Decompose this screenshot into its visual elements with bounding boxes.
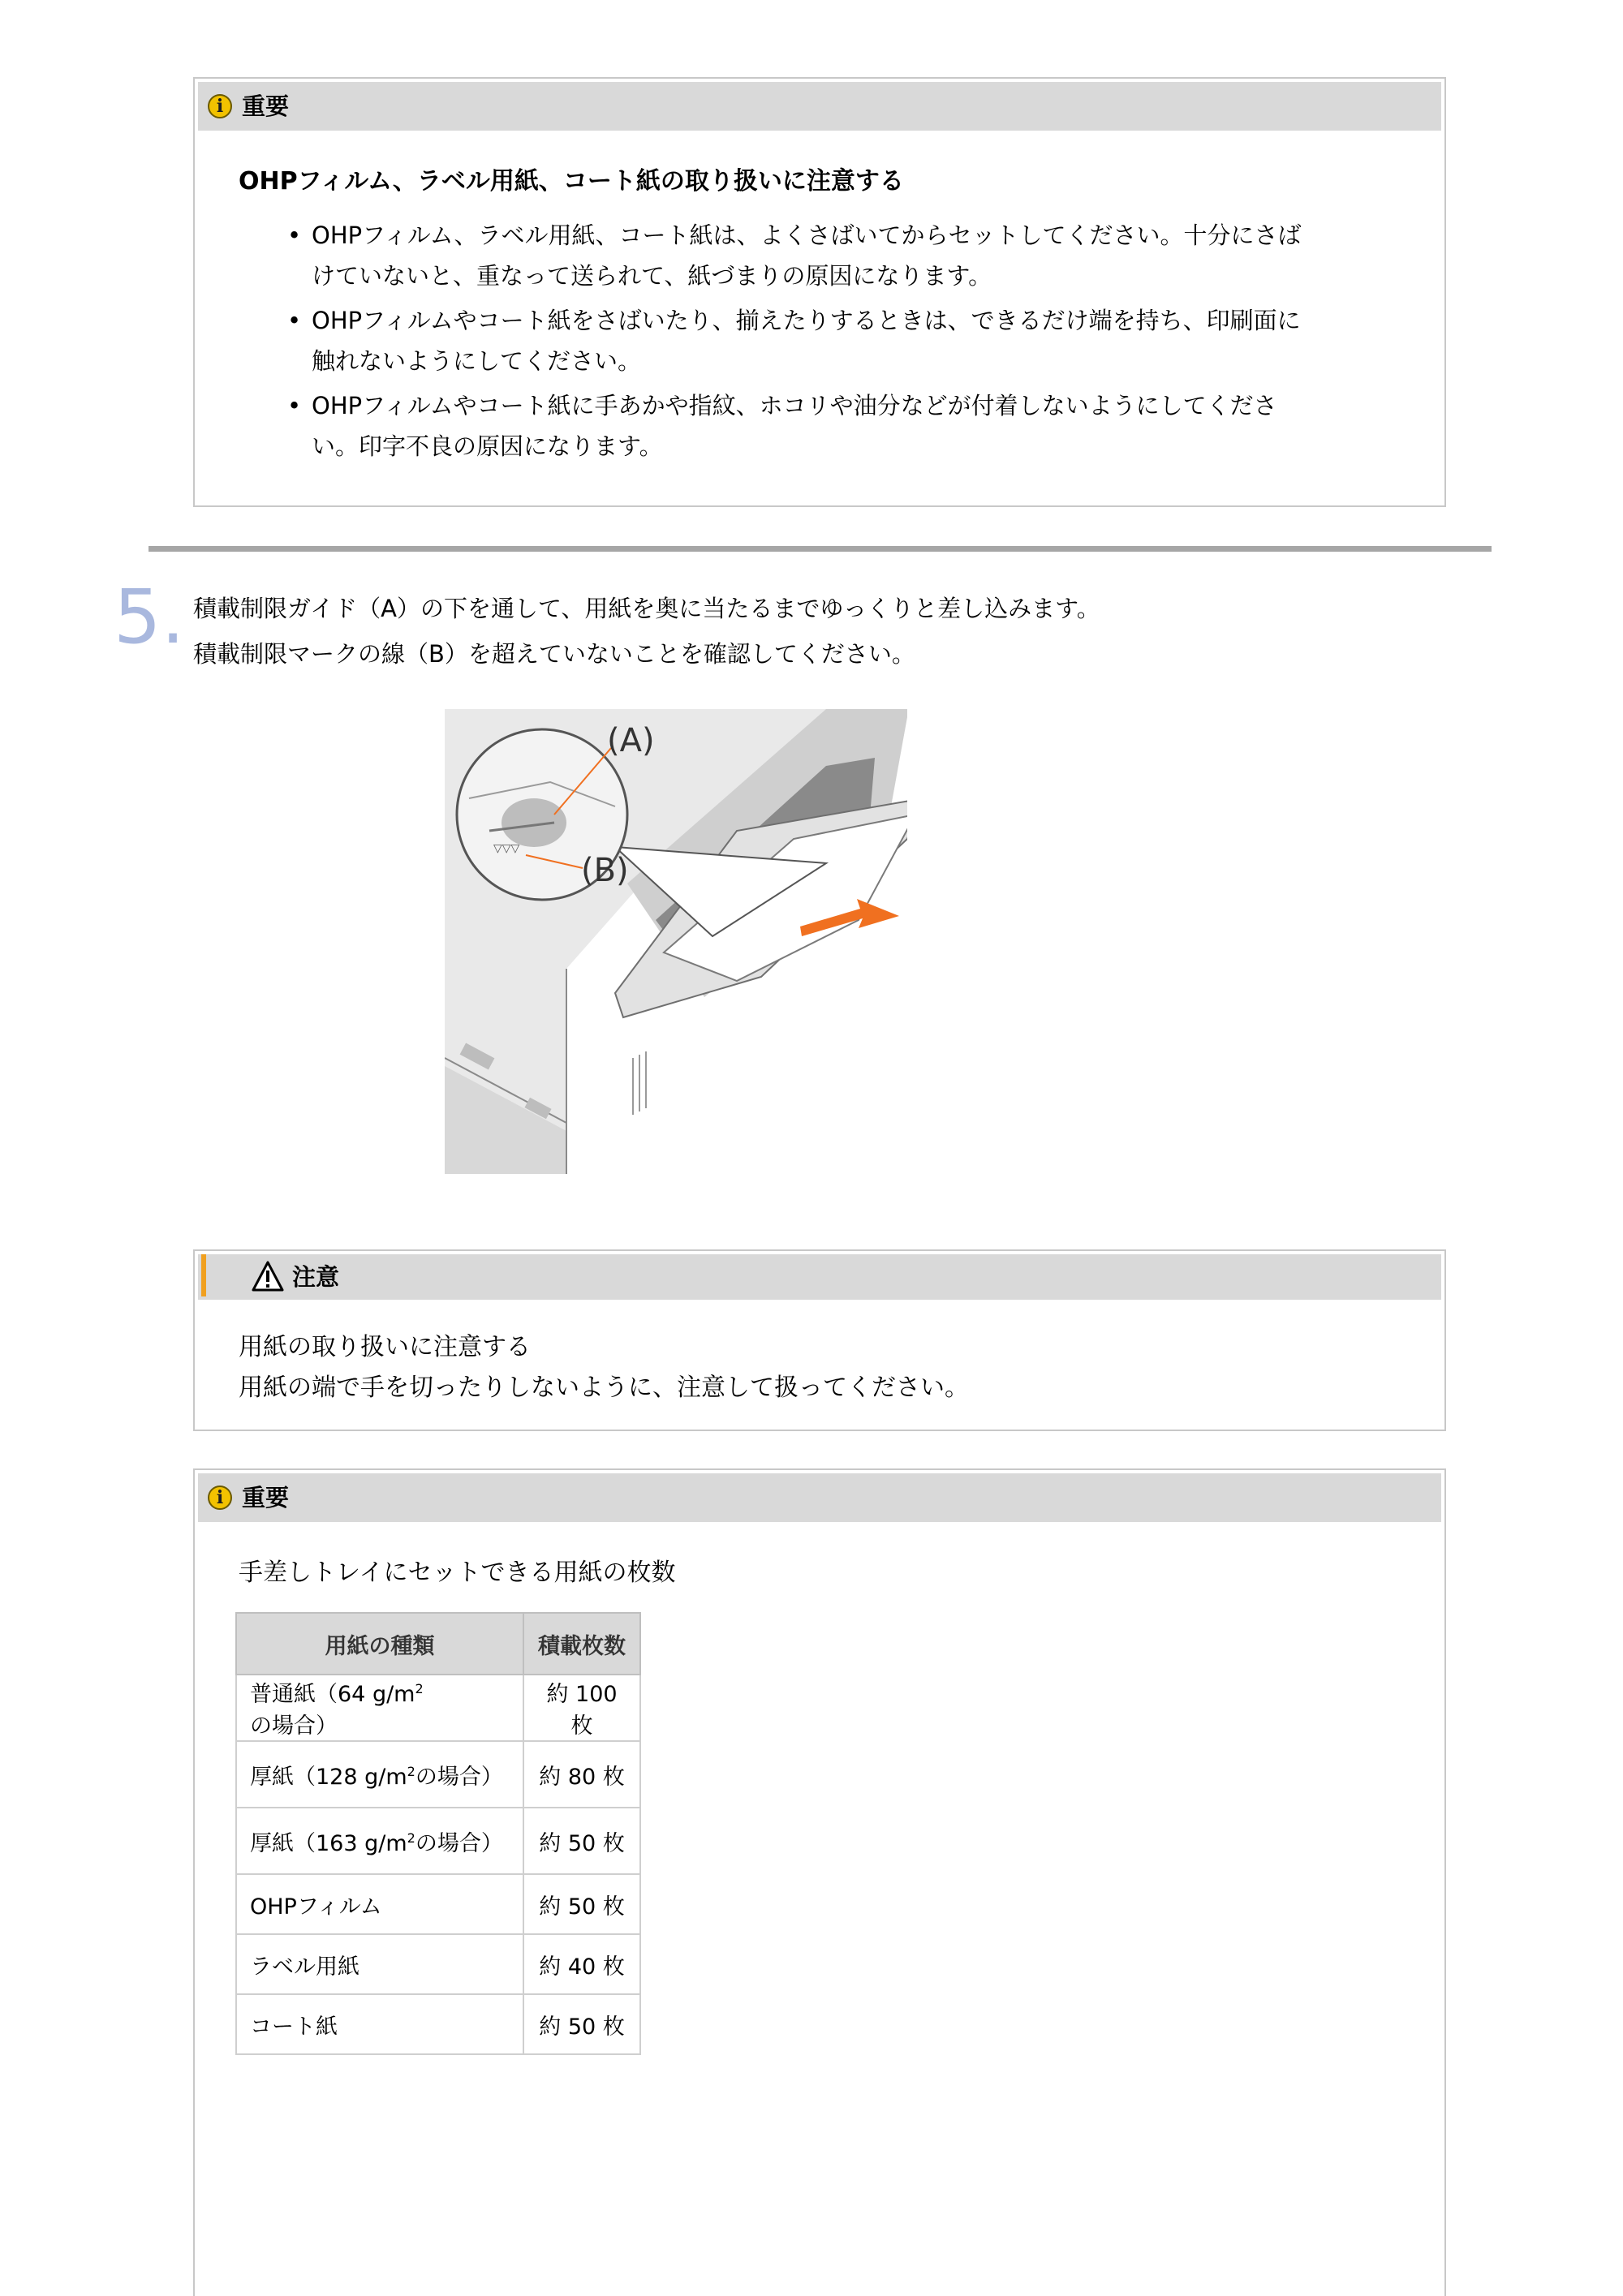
section-divider — [149, 546, 1492, 552]
caution-body: 用紙の端で手を切ったりしないように、注意して扱ってください。 — [239, 1374, 969, 1402]
bullet-dot: • — [287, 392, 302, 419]
caution-title: 用紙の取り扱いに注意する — [239, 1333, 531, 1361]
capacity-cell: 約 50 枚 — [523, 1874, 640, 1934]
bullet-dot: • — [287, 221, 302, 249]
table-row — [236, 1874, 640, 1934]
caution-label: 注意 — [292, 1263, 340, 1291]
step-number: 5. — [114, 574, 185, 660]
important-box-1 — [193, 77, 1446, 507]
table-row — [236, 1994, 640, 2054]
warning-icon — [252, 1261, 284, 1292]
bullet-text: OHPフィルムやコート紙をさばいたり、揃えたりするときは、できるだけ端を持ち、印刷面に触れないようにしてください。 — [312, 307, 1301, 375]
caution-header — [198, 1254, 1441, 1300]
important-subtitle: 手差しトレイにセットできる用紙の枚数 — [239, 1559, 676, 1587]
figure-label-a: (A) — [607, 722, 655, 759]
paper-type-cell: OHPフィルム — [236, 1874, 523, 1934]
info-icon: i — [208, 1486, 232, 1510]
important-label: 重要 — [242, 1484, 290, 1511]
table-row — [236, 1934, 640, 1994]
important-header-1 — [198, 82, 1441, 131]
paper-type-cell: 厚紙（163 $g/m^2$の場合） — [236, 1808, 523, 1874]
capacity-cell: 約 50 枚 — [523, 1994, 640, 2054]
important-header-2 — [198, 1473, 1441, 1522]
paper-type-cell: 普通紙（64 $g/m^2$の場合） — [236, 1675, 523, 1741]
table-header-row — [236, 1613, 640, 1675]
table-row — [236, 1808, 640, 1874]
column-header-paper-type: 用紙の種類 — [236, 1613, 523, 1675]
step-instruction: 積載制限ガイド（A）の下を通して、用紙を奥に当たるまでゆっくりと差し込みます。 — [193, 595, 1100, 622]
tray-illustration — [445, 709, 907, 1174]
paper-type-cell: コート紙 — [236, 1994, 523, 2054]
table-row — [236, 1741, 640, 1808]
bullet-text: OHPフィルムやコート紙に手あかや指紋、ホコリや油分などが付着しないようにしてください。印字不良の原因になります。 — [312, 392, 1277, 460]
paper-capacity-table — [235, 1612, 641, 2055]
svg-text:▽▽▽: ▽▽▽ — [493, 842, 520, 855]
paper-type-cell: 厚紙（128 $g/m^2$の場合） — [236, 1741, 523, 1808]
warning-accent-bar — [201, 1254, 206, 1296]
bullet-text: OHPフィルム、ラベル用紙、コート紙は、よくさばいてからセットしてください。十分にさばけていないと、重なって送られて、紙づまりの原因になります。 — [312, 221, 1302, 290]
table-row — [236, 1675, 640, 1741]
column-header-capacity: 積載枚数 — [523, 1613, 640, 1675]
capacity-cell: 約 40 枚 — [523, 1934, 640, 1994]
step-note: 積載制限マークの線（B）を超えていないことを確認してください。 — [193, 640, 915, 668]
caution-box — [193, 1249, 1446, 1431]
paper-type-cell: ラベル用紙 — [236, 1934, 523, 1994]
capacity-cell: 約 50 枚 — [523, 1808, 640, 1874]
capacity-cell: 約 100 枚 — [523, 1675, 640, 1741]
important-subtitle: OHPフィルム、ラベル用紙、コート紙の取り扱いに注意する — [239, 167, 904, 196]
bullet-dot: • — [287, 307, 302, 334]
capacity-cell: 約 80 枚 — [523, 1741, 640, 1808]
info-icon: i — [208, 94, 232, 118]
important-label: 重要 — [242, 92, 290, 120]
figure-label-b: (B) — [581, 852, 629, 889]
